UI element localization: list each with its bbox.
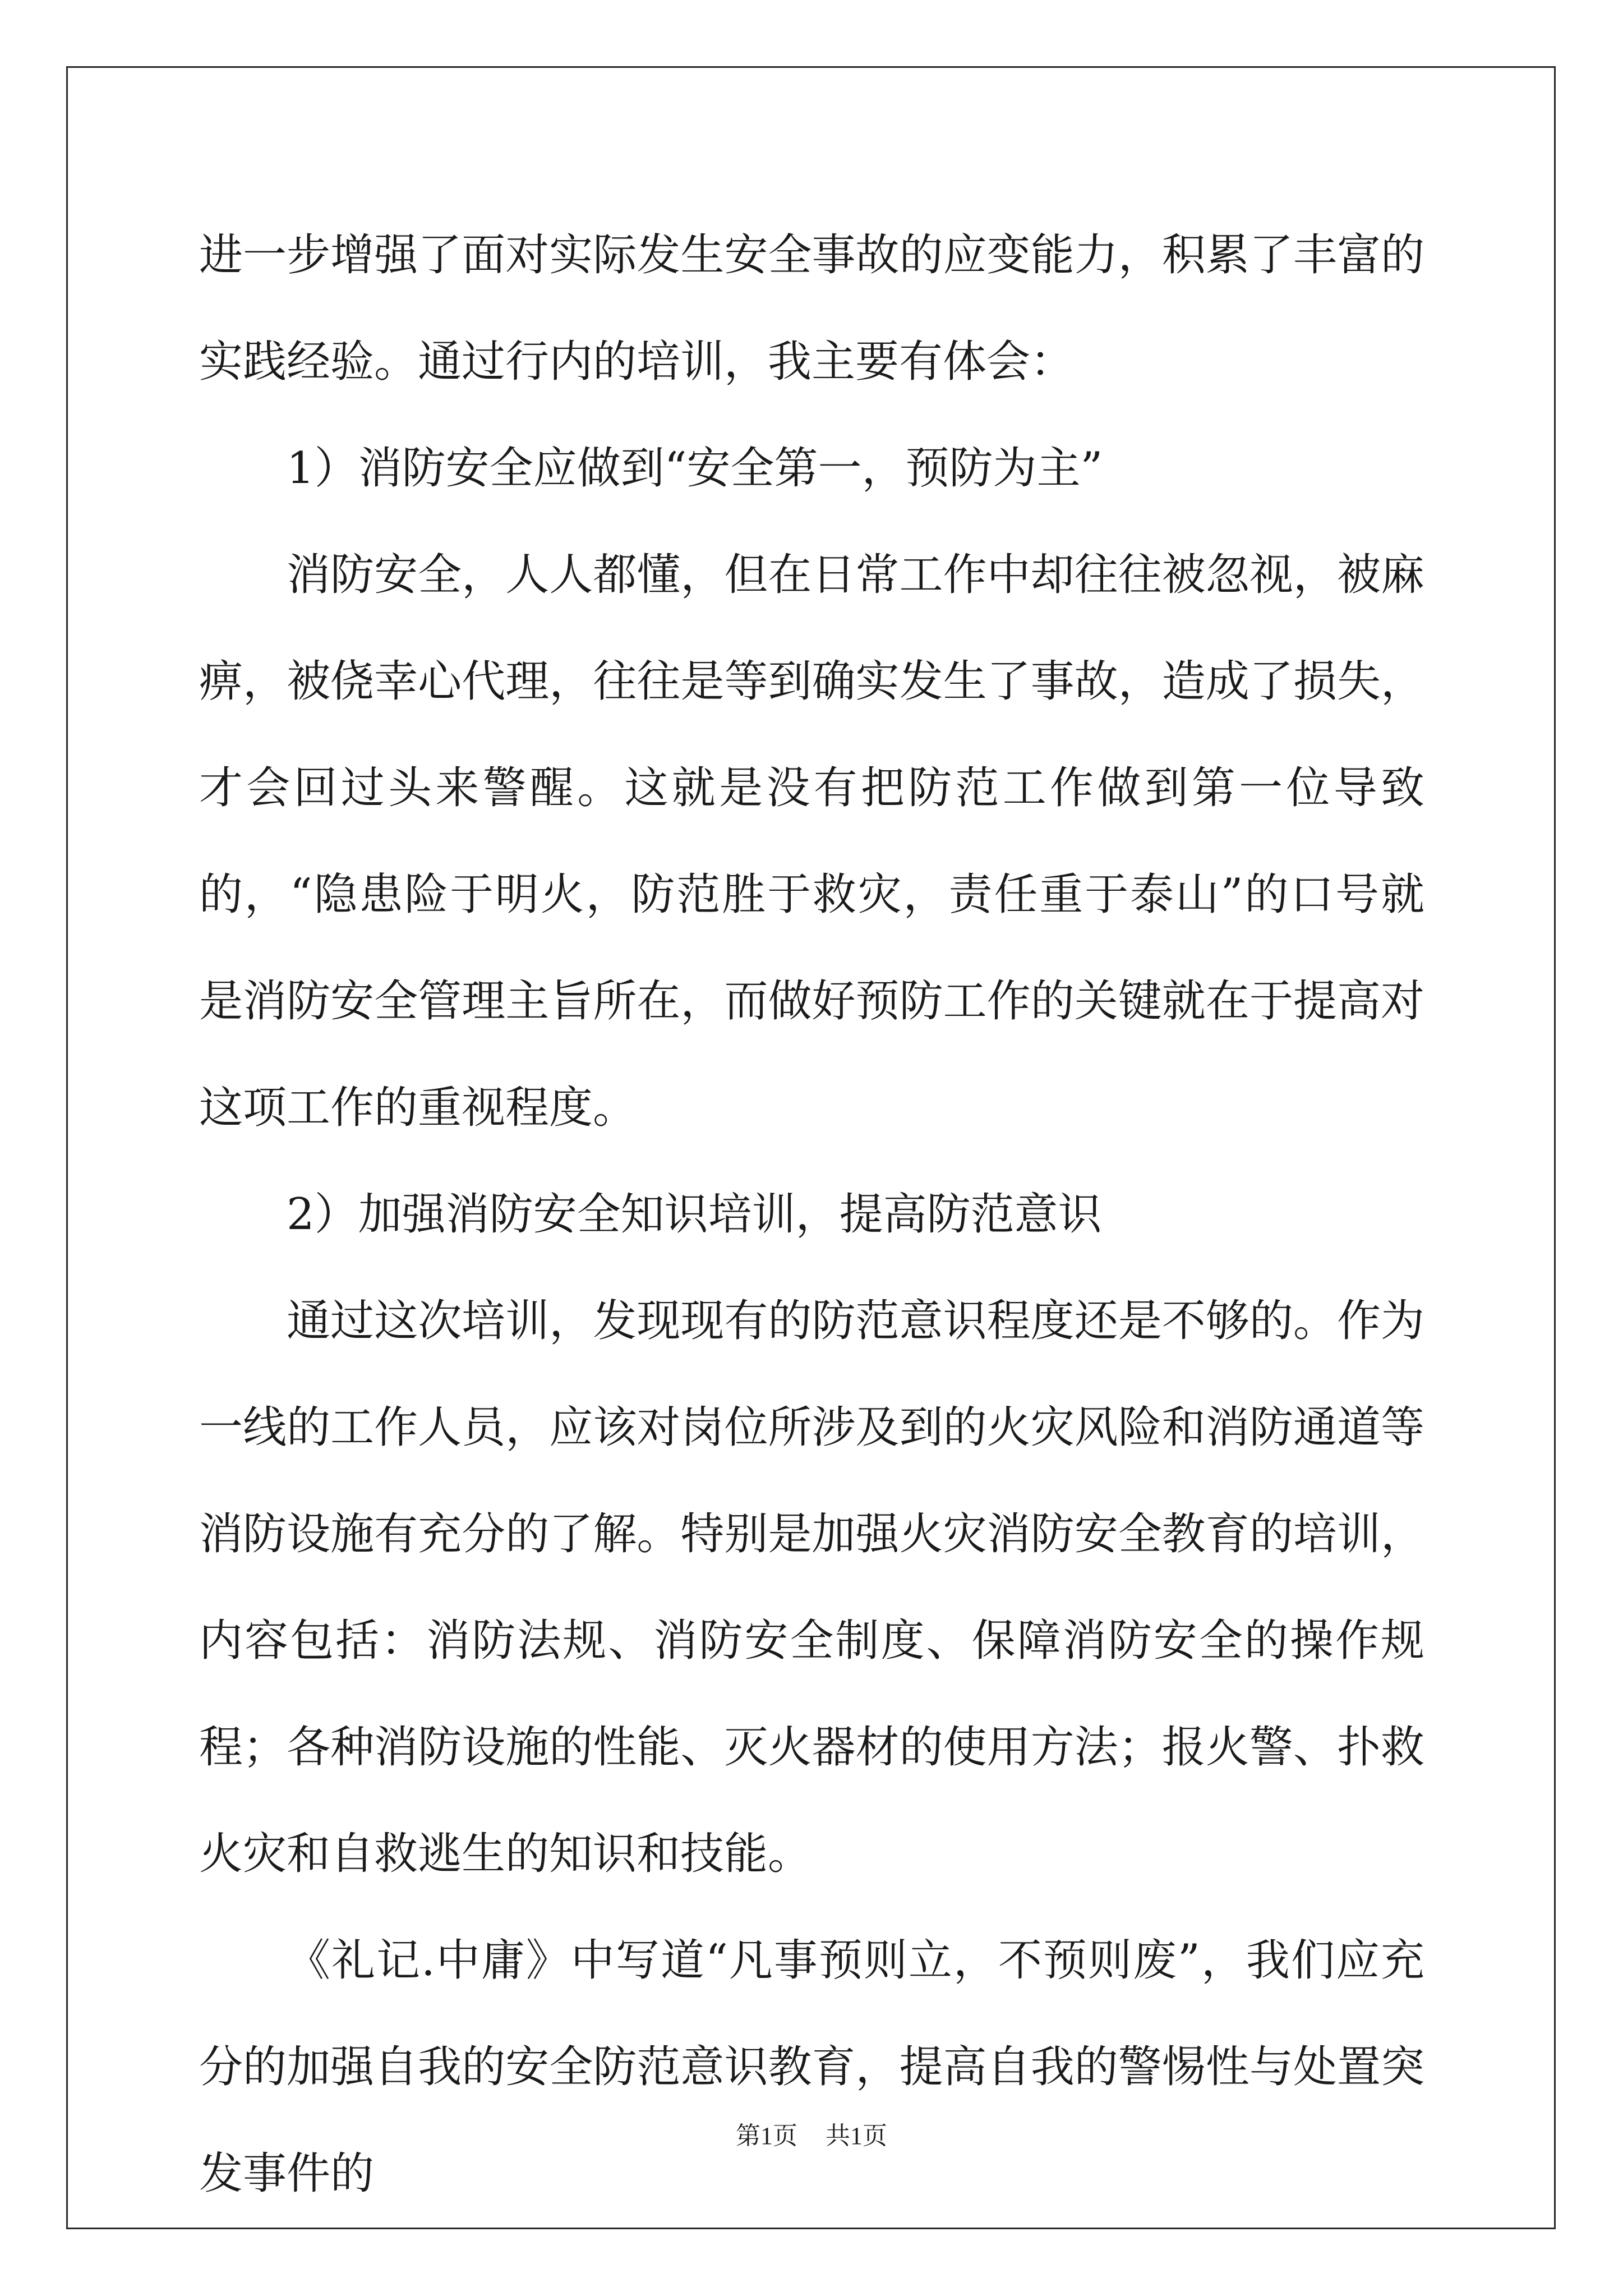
heading-item-2: 2）加强消防安全知识培训，提高防范意识	[287, 1189, 1102, 1240]
paragraph-4: 《礼记.中庸》中写道“凡事预则立，不预则废”，我们应充分的加强自我的安全防范意识教育，提高自我的警惕性与处置突发事件的	[199, 1935, 1424, 2199]
paragraph-3: 通过这次培训，发现现有的防范意识程度还是不够的。作为一线的工作人员，应该对岗位所涉及到的火灾风险和消防通道等消防设施有充分的了解。特别是加强火灾消防安全教育的培训，内容包括：消防法规、消防安全制度、保障消防安全的操作规程；各种消防设施的性能、灭火器材的使用方法；报火警、扑救火灾和自救逃生的知识和技能。	[199, 1296, 1424, 1879]
heading-item-1: 1）消防安全应做到“安全第一，预防为主”	[287, 443, 1103, 494]
document-body	[199, 202, 1424, 2227]
paragraph-1: 进一步增强了面对实际发生安全事故的应变能力，积累了丰富的实践经验。通过行内的培训，我主要有体会：	[199, 230, 1424, 387]
page-footer	[0, 2119, 1623, 2153]
page-total: 共1页	[826, 2122, 887, 2150]
paragraph-2: 消防安全，人人都懂，但在日常工作中却往往被忽视，被麻痹，被侥幸心代理，往往是等到确实发生了事故，造成了损失，才会回过头来警醒。这就是没有把防范工作做到第一位导致的，“隐患险于明火，防范胜于救灾，责任重于泰山”的口号就是消防安全管理主旨所在，而做好预防工作的关键就在于提高对这项工作的重视程度。	[199, 550, 1424, 1133]
page-number: 第1页	[736, 2122, 797, 2150]
